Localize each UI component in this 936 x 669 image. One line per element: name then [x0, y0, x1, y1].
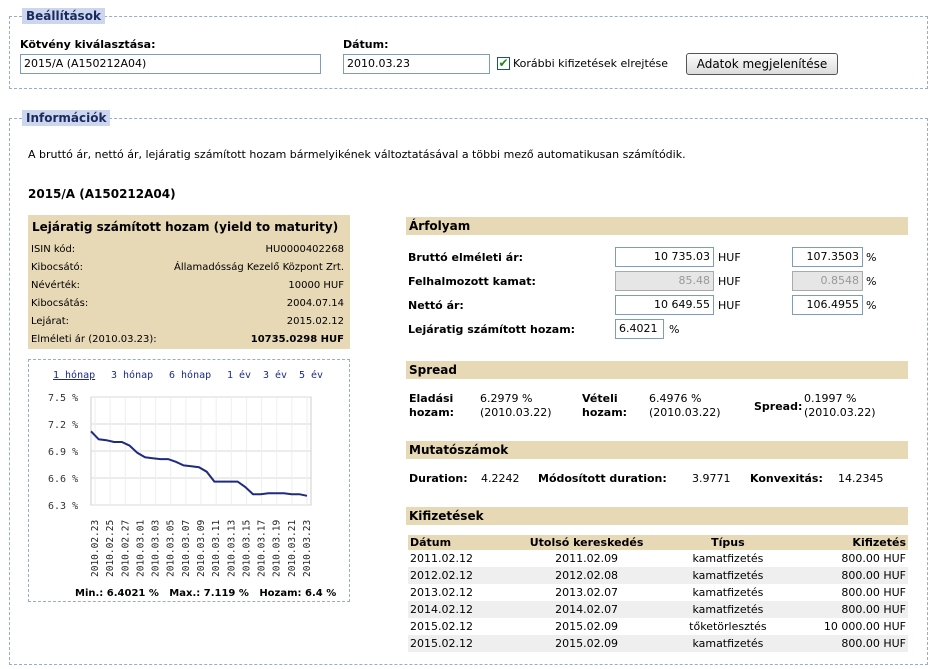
x-tick-label: 2010.03.11 [211, 519, 223, 577]
settings-legend: Beállítások [22, 8, 105, 24]
buy-yield-label-2: hozam: [582, 406, 628, 419]
spread-value: 0.1997 % [804, 392, 857, 405]
gross-price-percent-input[interactable]: 107.3503 [792, 247, 863, 267]
table-row: 2014.02.12 2014.02.07 kamatfizetés 800.00 HUF [410, 603, 906, 616]
table-row: 2012.02.12 2012.02.08 kamatfizetés 800.00 HUF [410, 569, 906, 582]
col-header-last-trade: Utolsó kereskedés [503, 535, 670, 550]
convexity-label: Konvexitás: [750, 472, 823, 485]
accrued-interest-input: 85.48 [615, 271, 714, 291]
payments-section-title: Kifizetések [406, 507, 908, 525]
x-tick-label: 2010.03.09 [196, 519, 207, 577]
detail-row-issue-date: Kibocsátás: 2004.07.14 [31, 298, 344, 309]
net-price-input[interactable]: 10 649.55 [615, 295, 714, 315]
sell-yield-label-2: hozam: [409, 406, 455, 419]
period-link-1-year[interactable]: 1 év [227, 370, 252, 381]
detail-row-face-value: Névérték: 10000 HUF [31, 280, 344, 291]
net-price-percent-sign: % [866, 299, 877, 312]
y-tick-label: 7.5 % [48, 393, 79, 404]
gross-price-input[interactable]: 10 735.03 [615, 247, 714, 267]
ytm-percent-sign: % [669, 323, 680, 336]
spread-section-title: Spread [406, 361, 908, 379]
date-input[interactable]: 2010.03.23 [343, 54, 490, 74]
period-link-1-month[interactable]: 1 hónap [53, 370, 96, 381]
detail-row-theoretical-price: Elméleti ár (2010.03.23): 10735.0298 HUF [31, 334, 344, 345]
net-price-percent-input[interactable]: 106.4955 [792, 295, 863, 315]
convexity-value: 14.2345 [838, 472, 884, 485]
spread-date: (2010.03.22) [804, 406, 876, 419]
duration-value: 4.2242 [481, 472, 520, 485]
x-tick-label: 2010.03.17 [256, 519, 268, 577]
metrics-section-title: Mutatószámok [406, 441, 908, 459]
price-section-title: Árfolyam [406, 217, 908, 235]
x-tick-label: 2010.03.19 [271, 519, 283, 577]
x-tick-label: 2010.03.13 [226, 519, 238, 577]
gross-price-currency: HUF [718, 251, 741, 264]
sell-yield-label-1: Eladási [409, 392, 454, 405]
gross-price-percent-sign: % [866, 251, 877, 264]
period-link-3-months[interactable]: 3 hónap [111, 370, 154, 381]
sell-yield-value: 6.2979 % [480, 392, 533, 405]
x-tick-label: 2010.03.23 [302, 519, 313, 577]
x-tick-label: 2010.03.07 [180, 519, 192, 577]
y-tick-label: 6.3 % [48, 501, 79, 512]
col-header-payment: Kifizetés [786, 535, 908, 550]
bond-select-input[interactable]: 2015/A (A150212A04) [20, 54, 321, 74]
info-legend: Információk [22, 110, 110, 126]
modified-duration-label: Módosított duration: [538, 472, 667, 485]
net-price-currency: HUF [718, 299, 741, 312]
bond-select-label: Kötvény kiválasztása: [20, 38, 156, 51]
detail-row-maturity: Lejárat: 2015.02.12 [31, 316, 344, 327]
x-tick-label: 2010.03.01 [135, 519, 147, 577]
accrued-interest-percent-input: 0.8548 [792, 271, 863, 291]
payments-header-row [408, 535, 908, 550]
hide-previous-payments-checkbox[interactable]: ✔ [498, 56, 509, 70]
x-tick-label: 2010.03.05 [165, 519, 177, 577]
chart-summary: Min.: 6.4021 % Max.: 7.119 % Hozam: 6.4 % [75, 588, 337, 599]
payments-table [408, 535, 908, 652]
x-tick-label: 2010.03.21 [286, 519, 298, 577]
period-link-6-months[interactable]: 6 hónap [169, 370, 212, 381]
y-tick-label: 6.9 % [48, 447, 79, 458]
sell-yield-date: (2010.03.22) [480, 406, 552, 419]
period-link-5-years[interactable]: 5 év [299, 370, 324, 381]
x-tick-label: 2010.02.25 [105, 519, 117, 577]
buy-yield-date: (2010.03.22) [649, 406, 721, 419]
info-intro-text: A bruttó ár, nettó ár, lejáratig számított hozam bármelyikének változtatásával a többi mező automatikusan számítódik. [28, 148, 686, 161]
modified-duration-value: 3.9771 [692, 472, 731, 485]
ytm-input[interactable]: 6.4021 [615, 319, 664, 339]
x-tick-label: 2010.02.27 [120, 519, 132, 577]
x-tick-label: 2010.03.03 [150, 519, 162, 577]
table-row: 2011.02.12 2011.02.09 kamatfizetés 800.00 HUF [410, 552, 906, 565]
period-link-3-years[interactable]: 3 év [263, 370, 288, 381]
accrued-interest-currency: HUF [718, 275, 741, 288]
table-row: 2015.02.12 2015.02.09 kamatfizetés 800.00 HUF [410, 637, 906, 650]
spread-label: Spread: [754, 400, 803, 413]
ytm-label: Lejáratig számított hozam: [408, 323, 576, 336]
y-tick-label: 7.2 % [48, 420, 79, 431]
col-header-type: Típus [670, 535, 786, 550]
detail-row-isin: ISIN kód: HU0000402268 [31, 244, 344, 255]
table-row: 2013.02.12 2013.02.07 kamatfizetés 800.00 HUF [410, 586, 906, 599]
x-tick-label: 2010.02.23 [90, 519, 101, 577]
bond-details-box [28, 215, 350, 349]
x-tick-label: 2010.03.15 [241, 519, 253, 577]
bond-details-title: Lejáratig számított hozam (yield to maturity) [32, 220, 339, 234]
col-header-date: Dátum [408, 535, 503, 550]
table-row: 2015.02.12 2015.02.09 tőketörlesztés 10 000.00 HUF [410, 620, 906, 633]
buy-yield-value: 6.4976 % [649, 392, 702, 405]
buy-yield-label-1: Vételi [582, 392, 618, 405]
bond-title: 2015/A (A150212A04) [28, 187, 176, 201]
hide-previous-payments-label[interactable]: Korábbi kifizetések elrejtése [513, 57, 669, 70]
accrued-interest-label: Felhalmozott kamat: [408, 275, 536, 288]
detail-row-issuer: Kibocsátó: Államadósság Kezelő Központ Zrt. [31, 262, 344, 273]
duration-label: Duration: [409, 472, 468, 485]
date-label: Dátum: [343, 38, 389, 51]
net-price-label: Nettó ár: [408, 299, 464, 312]
show-data-button[interactable]: Adatok megjelenítése [686, 53, 838, 75]
y-tick-label: 6.6 % [48, 474, 79, 485]
gross-price-label: Bruttó elméleti ár: [408, 251, 524, 264]
accrued-interest-percent-sign: % [866, 275, 877, 288]
yield-line-chart [30, 385, 348, 585]
